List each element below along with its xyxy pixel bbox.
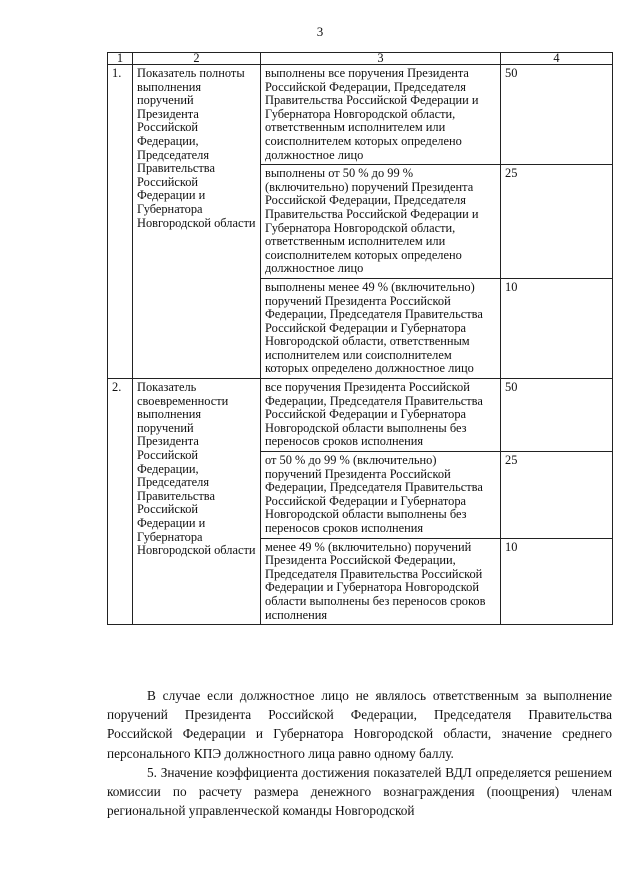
criterion-text: все поручения Президента Российской Федерации, Председателя Правительства Российской Федерации и Губернатора Новгородской области выполнены без переносов сроков исполнения bbox=[261, 379, 501, 452]
criterion-text: выполнены все поручения Президента Российской Федерации, Председателя Правительства Российской Федерации и Губернатора Новгородской области, ответственным исполнителем или соисполнителем которых определено должностное лицо bbox=[261, 65, 501, 165]
score-value: 50 bbox=[501, 65, 613, 165]
score-value: 50 bbox=[501, 379, 613, 452]
criterion-text: от 50 % до 99 % (включительно) поручений Президента Российской Федерации, Председателя Правительства Российской Федерации и Губернатора Новгородской области выполнены без переносов сроков исполнения bbox=[261, 452, 501, 539]
score-value: 10 bbox=[501, 538, 613, 625]
paragraph-text: В случае если должностное лицо не являлось ответственным за выполнение поручений Президента Российской Федерации, Председателя Правительства Российской Федерации и Губернатора Новгородской области, значение среднего персонального КПЭ должностного лица равно одному баллу. bbox=[107, 688, 612, 761]
column-header: 1 bbox=[108, 53, 133, 65]
criterion-text: выполнены менее 49 % (включительно) поручений Президента Российской Федерации, Председателя Правительства Российской Федерации и Губернатора Новгородской области, ответственным исполнителем или соисполнителем которых определено должностное лицо bbox=[261, 278, 501, 378]
column-header: 2 bbox=[133, 53, 261, 65]
paragraph-text: 5. Значение коэффициента достижения показателей ВДЛ определяется решением комиссии по расчету размера денежного вознаграждения (поощрения) членам региональной управленческой команды Новгородской bbox=[107, 765, 612, 819]
page-number: 3 bbox=[316, 24, 324, 39]
row-number: 1. bbox=[108, 65, 133, 379]
column-header: 3 bbox=[261, 53, 501, 65]
criterion-text: выполнены от 50 % до 99 % (включительно) поручений Президента Российской Федерации, Председателя Правительства Российской Федерации и Губернатора Новгородской области, ответственным исполнителем или соисполнителем которых определено должностное лицо bbox=[261, 165, 501, 279]
table-row bbox=[108, 379, 613, 452]
row-number: 2. bbox=[108, 379, 133, 625]
paragraph-item-5 bbox=[107, 763, 612, 821]
table-header-row bbox=[108, 53, 613, 65]
column-header: 4 bbox=[501, 53, 613, 65]
kpi-table bbox=[107, 52, 613, 625]
criterion-text: менее 49 % (включительно) поручений Президента Российской Федерации, Председателя Правительства Российской Федерации и Губернатора Новгородской области выполнены без переносов сроков исполнения bbox=[261, 538, 501, 625]
score-value: 25 bbox=[501, 452, 613, 539]
table-row bbox=[108, 65, 613, 165]
indicator-name: Показатель полноты выполнения поручений Президента Российской Федерации, Председателя Правительства Российской Федерации и Губернатора Новгородской области bbox=[133, 65, 261, 379]
score-value: 10 bbox=[501, 278, 613, 378]
indicator-name: Показатель своевременности выполнения поручений Президента Российской Федерации, Председателя Правительства Российской Федерации и Губернатора Новгородской области bbox=[133, 379, 261, 625]
score-value: 25 bbox=[501, 165, 613, 279]
paragraph-exception bbox=[107, 686, 612, 763]
